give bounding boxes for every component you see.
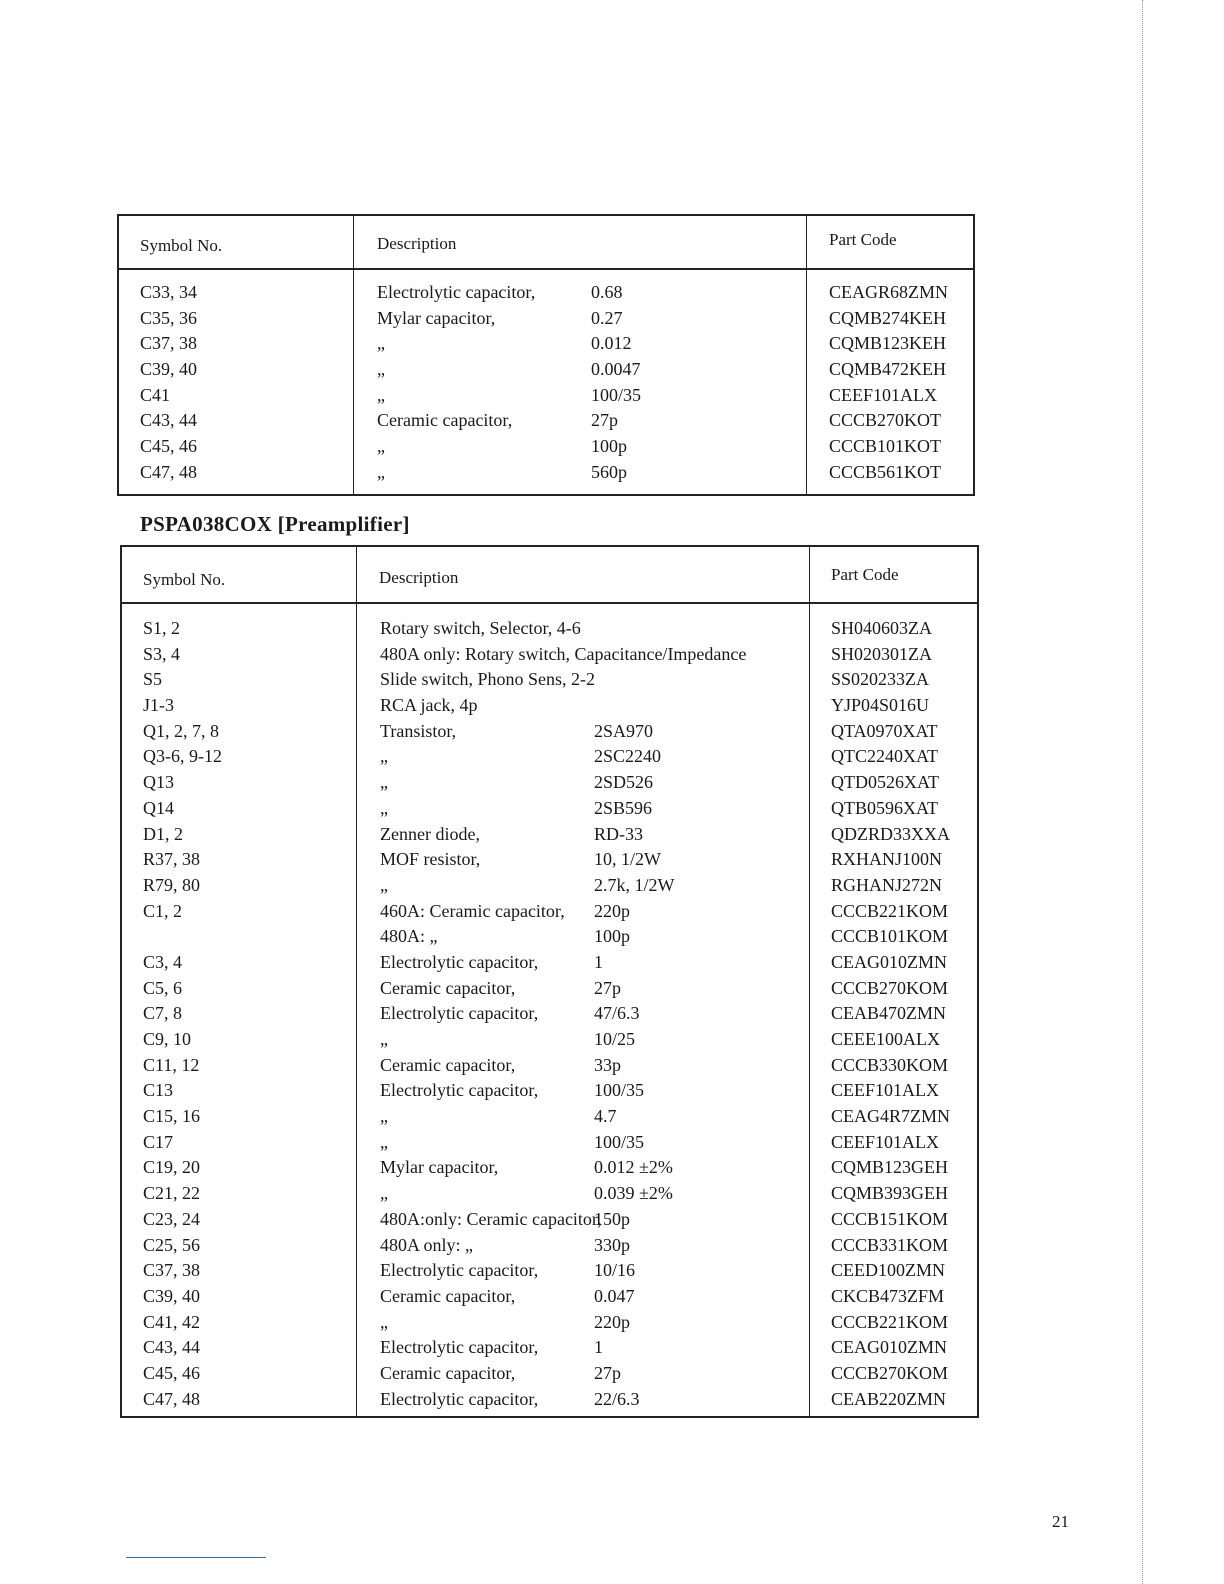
table-header <box>122 547 977 604</box>
value-cell: 560p <box>591 461 627 482</box>
part-code-cell: CEEE100ALX <box>831 1029 940 1049</box>
value-cell: 22/6.3 <box>594 1388 640 1409</box>
description-cell: „ <box>380 772 388 793</box>
part-code-cell: RGHANJ272N <box>831 874 943 895</box>
description-cell: Electrolytic capacitor, <box>380 1337 539 1358</box>
part-code-cell: CCCB101KOM <box>831 926 949 947</box>
part-code-cell: RXHANJ100N <box>831 849 943 870</box>
symbol-cell: S5 <box>143 669 163 690</box>
section-title: PSPA038COX [Preamplifier] <box>140 512 410 536</box>
description-cell: Ceramic capacitor, <box>380 1285 516 1306</box>
description-cell: „ <box>377 333 385 354</box>
value-cell: 1 <box>594 1337 603 1358</box>
page-number: 21 <box>1052 1512 1069 1531</box>
part-code-cell: CCCB270KOT <box>829 410 942 431</box>
table-body <box>122 618 977 1414</box>
symbol-cell: C7, 8 <box>143 1003 183 1024</box>
description-cell: Slide switch, Phono Sens, 2-2 <box>380 669 596 690</box>
table-row <box>122 1312 977 1338</box>
symbol-cell: C21, 22 <box>143 1183 201 1204</box>
description-cell: Ceramic capacitor, <box>380 977 516 998</box>
header-symbol: Symbol No. <box>143 570 226 589</box>
description-cell: Electrolytic capacitor, <box>380 1080 539 1101</box>
value-cell: 2SC2240 <box>594 746 662 767</box>
part-code-cell: CCCB221KOM <box>831 900 949 921</box>
table-row <box>122 978 977 1004</box>
part-code-cell: CEAG010ZMN <box>831 1337 947 1358</box>
symbol-cell: S3, 4 <box>143 643 181 664</box>
table-row <box>122 1286 977 1312</box>
value-cell: 2SA970 <box>594 720 654 741</box>
symbol-cell: C45, 46 <box>140 436 198 457</box>
value-cell: 1 <box>594 951 603 972</box>
part-code-cell: CQMB472KEH <box>829 359 947 380</box>
page-edge-line <box>1142 0 1144 1584</box>
footer-rule <box>126 1557 266 1558</box>
symbol-cell: C33, 34 <box>140 282 198 302</box>
table-row <box>122 901 977 927</box>
part-code-cell: CCCB330KOM <box>831 1054 949 1075</box>
table-row <box>119 385 973 411</box>
description-cell: „ <box>380 874 388 895</box>
value-cell: 2SD526 <box>594 772 654 793</box>
description-cell: Electrolytic capacitor, <box>380 1003 539 1024</box>
table-row <box>119 462 973 488</box>
parts-table-upper <box>117 214 975 496</box>
symbol-cell: C23, 24 <box>143 1208 201 1229</box>
symbol-cell: Q1, 2, 7, 8 <box>143 720 219 741</box>
symbol-cell: C47, 48 <box>140 461 198 482</box>
table-row <box>122 1003 977 1029</box>
description-cell: RCA jack, 4p <box>380 695 478 716</box>
description-cell: Rotary switch, Selector, 4-6 <box>380 618 581 638</box>
part-code-cell: CEEF101ALX <box>829 384 937 405</box>
symbol-cell: C39, 40 <box>140 359 198 380</box>
part-code-cell: CCCB270KOM <box>831 977 949 998</box>
table-row <box>122 824 977 850</box>
description-cell: Electrolytic capacitor, <box>380 1388 539 1409</box>
part-code-cell: CEEF101ALX <box>831 1080 939 1101</box>
description-cell: „ <box>377 436 385 457</box>
header-description: Description <box>377 234 457 253</box>
symbol-cell: C39, 40 <box>143 1285 201 1306</box>
symbol-cell: C25, 56 <box>143 1234 201 1255</box>
part-code-cell: SS020233ZA <box>831 669 930 690</box>
value-cell: 27p <box>594 1362 621 1383</box>
part-code-cell: CCCB221KOM <box>831 1311 949 1332</box>
description-cell: „ <box>380 746 388 767</box>
symbol-cell: D1, 2 <box>143 823 183 844</box>
description-cell: „ <box>380 797 388 818</box>
table-row <box>122 1209 977 1235</box>
value-cell: 150p <box>594 1208 630 1229</box>
description-cell: Transistor, <box>380 720 457 741</box>
part-code-cell: CEAB470ZMN <box>831 1003 947 1024</box>
value-cell: 0.012 ±2% <box>594 1157 673 1178</box>
symbol-cell: R79, 80 <box>143 874 201 895</box>
table-row <box>119 308 973 334</box>
symbol-cell: C5, 6 <box>143 977 183 998</box>
table-header <box>119 216 973 270</box>
part-code-cell: CCCB561KOT <box>829 461 942 482</box>
table-row <box>122 875 977 901</box>
symbol-cell: C19, 20 <box>143 1157 201 1178</box>
value-cell: 100p <box>594 926 630 947</box>
part-code-cell: YJP04S016U <box>831 695 930 716</box>
table-row <box>119 359 973 385</box>
value-cell: 0.012 <box>591 333 632 354</box>
part-code-cell: CEAG010ZMN <box>831 951 947 972</box>
description-cell: 480A only: Rotary switch, Capacitance/Impedance <box>380 643 747 664</box>
header-part-code: Part Code <box>829 230 897 249</box>
table-row <box>122 669 977 695</box>
value-cell: 0.047 <box>594 1285 635 1306</box>
part-code-cell: CEAG4R7ZMN <box>831 1106 951 1127</box>
symbol-cell: C11, 12 <box>143 1054 200 1075</box>
table-row <box>122 1389 977 1415</box>
symbol-cell: J1-3 <box>143 695 174 716</box>
symbol-cell: S1, 2 <box>143 618 181 638</box>
table-row <box>122 1055 977 1081</box>
table-row <box>122 721 977 747</box>
description-cell: Ceramic capacitor, <box>380 1362 516 1383</box>
table-row <box>122 1157 977 1183</box>
value-cell: 330p <box>594 1234 630 1255</box>
description-cell: 480A:only: Ceramic capacitor, <box>380 1208 602 1229</box>
description-cell: „ <box>380 1183 388 1204</box>
description-cell: Mylar capacitor, <box>380 1157 499 1178</box>
description-cell: „ <box>380 1311 388 1332</box>
part-code-cell: CKCB473ZFM <box>831 1285 945 1306</box>
value-cell: 0.27 <box>591 307 623 328</box>
table-row <box>122 849 977 875</box>
header-description: Description <box>379 568 459 587</box>
table-row <box>122 1183 977 1209</box>
description-cell: 480A: „ <box>380 926 438 947</box>
symbol-cell: C1, 2 <box>143 900 183 921</box>
table-row <box>122 1235 977 1261</box>
description-cell: „ <box>380 1029 388 1049</box>
description-cell: „ <box>380 1131 388 1152</box>
description-cell: MOF resistor, <box>380 849 481 870</box>
description-cell: Ceramic capacitor, <box>380 1054 516 1075</box>
value-cell: 0.0047 <box>591 359 641 380</box>
description-cell: Electrolytic capacitor, <box>380 1260 539 1281</box>
table-row <box>122 798 977 824</box>
table-row <box>122 1029 977 1055</box>
symbol-cell: C47, 48 <box>143 1388 201 1409</box>
value-cell: RD-33 <box>594 823 643 844</box>
value-cell: 2SB596 <box>594 797 653 818</box>
value-cell: 47/6.3 <box>594 1003 640 1024</box>
symbol-cell: C15, 16 <box>143 1106 201 1127</box>
table-row <box>119 282 973 308</box>
table-row <box>122 644 977 670</box>
value-cell: 0.68 <box>591 282 623 302</box>
description-cell: Electrolytic capacitor, <box>377 282 536 302</box>
description-cell: Mylar capacitor, <box>377 307 496 328</box>
symbol-cell: C45, 46 <box>143 1362 201 1383</box>
symbol-cell: C17 <box>143 1131 174 1152</box>
table-row <box>122 1363 977 1389</box>
symbol-cell: C3, 4 <box>143 951 183 972</box>
symbol-cell: C35, 36 <box>140 307 198 328</box>
table-row <box>119 436 973 462</box>
table-row <box>122 1260 977 1286</box>
table-row <box>122 1106 977 1132</box>
value-cell: 4.7 <box>594 1106 617 1127</box>
part-code-cell: CEAB220ZMN <box>831 1388 947 1409</box>
part-code-cell: CCCB331KOM <box>831 1234 949 1255</box>
value-cell: 10/16 <box>594 1260 636 1281</box>
table-body <box>119 282 973 488</box>
value-cell: 10/25 <box>594 1029 636 1049</box>
symbol-cell: C41, 42 <box>143 1311 201 1332</box>
table-row <box>122 1337 977 1363</box>
symbol-cell: C37, 38 <box>140 333 198 354</box>
value-cell: 33p <box>594 1054 621 1075</box>
description-cell: Ceramic capacitor, <box>377 410 513 431</box>
table-row <box>122 772 977 798</box>
description-cell: „ <box>377 384 385 405</box>
table-row <box>119 410 973 436</box>
symbol-cell: R37, 38 <box>143 849 201 870</box>
table-row <box>122 618 977 644</box>
description-cell: 480A only: „ <box>380 1234 473 1255</box>
description-cell: 460A: Ceramic capacitor, <box>380 900 565 921</box>
table-row <box>119 333 973 359</box>
symbol-cell: Q13 <box>143 772 174 793</box>
symbol-cell: C37, 38 <box>143 1260 201 1281</box>
header-part-code: Part Code <box>831 565 899 584</box>
value-cell: 220p <box>594 900 630 921</box>
value-cell: 220p <box>594 1311 630 1332</box>
table-row <box>122 926 977 952</box>
part-code-cell: QTA0970XAT <box>831 720 938 741</box>
part-code-cell: CEEF101ALX <box>831 1131 939 1152</box>
part-code-cell: CEAGR68ZMN <box>829 282 949 302</box>
part-code-cell: CQMB274KEH <box>829 307 947 328</box>
part-code-cell: CEED100ZMN <box>831 1260 945 1281</box>
part-code-cell: QTD0526XAT <box>831 772 939 793</box>
symbol-cell: C43, 44 <box>140 410 198 431</box>
symbol-cell: C9, 10 <box>143 1029 192 1049</box>
part-code-cell: CQMB123GEH <box>831 1157 949 1178</box>
table-row <box>122 746 977 772</box>
table-row <box>122 1080 977 1106</box>
description-cell: „ <box>377 461 385 482</box>
part-code-cell: QDZRD33XXA <box>831 823 950 844</box>
value-cell: 100/35 <box>594 1080 645 1101</box>
part-code-cell: CQMB123KEH <box>829 333 947 354</box>
part-code-cell: SH020301ZA <box>831 643 933 664</box>
table-row <box>122 695 977 721</box>
symbol-cell: C41 <box>140 384 171 405</box>
parts-table-preamplifier <box>120 545 979 1418</box>
value-cell: 0.039 ±2% <box>594 1183 673 1204</box>
description-cell: „ <box>377 359 385 380</box>
part-code-cell: CCCB270KOM <box>831 1362 949 1383</box>
part-code-cell: QTB0596XAT <box>831 797 938 818</box>
part-code-cell: CCCB151KOM <box>831 1208 949 1229</box>
description-cell: Zenner diode, <box>380 823 480 844</box>
value-cell: 27p <box>591 410 618 431</box>
part-code-cell: QTC2240XAT <box>831 746 938 767</box>
symbol-cell: Q14 <box>143 797 174 818</box>
part-code-cell: SH040603ZA <box>831 618 933 638</box>
description-cell: „ <box>380 1106 388 1127</box>
header-symbol: Symbol No. <box>140 236 223 255</box>
value-cell: 100/35 <box>591 384 642 405</box>
table-row <box>122 952 977 978</box>
part-code-cell: CCCB101KOT <box>829 436 942 457</box>
value-cell: 100/35 <box>594 1131 645 1152</box>
description-cell: Electrolytic capacitor, <box>380 951 539 972</box>
value-cell: 27p <box>594 977 621 998</box>
table-row <box>122 1132 977 1158</box>
symbol-cell: Q3-6, 9-12 <box>143 746 222 767</box>
part-code-cell: CQMB393GEH <box>831 1183 949 1204</box>
value-cell: 100p <box>591 436 627 457</box>
value-cell: 2.7k, 1/2W <box>594 874 675 895</box>
symbol-cell: C43, 44 <box>143 1337 201 1358</box>
value-cell: 10, 1/2W <box>594 849 661 870</box>
symbol-cell: C13 <box>143 1080 174 1101</box>
